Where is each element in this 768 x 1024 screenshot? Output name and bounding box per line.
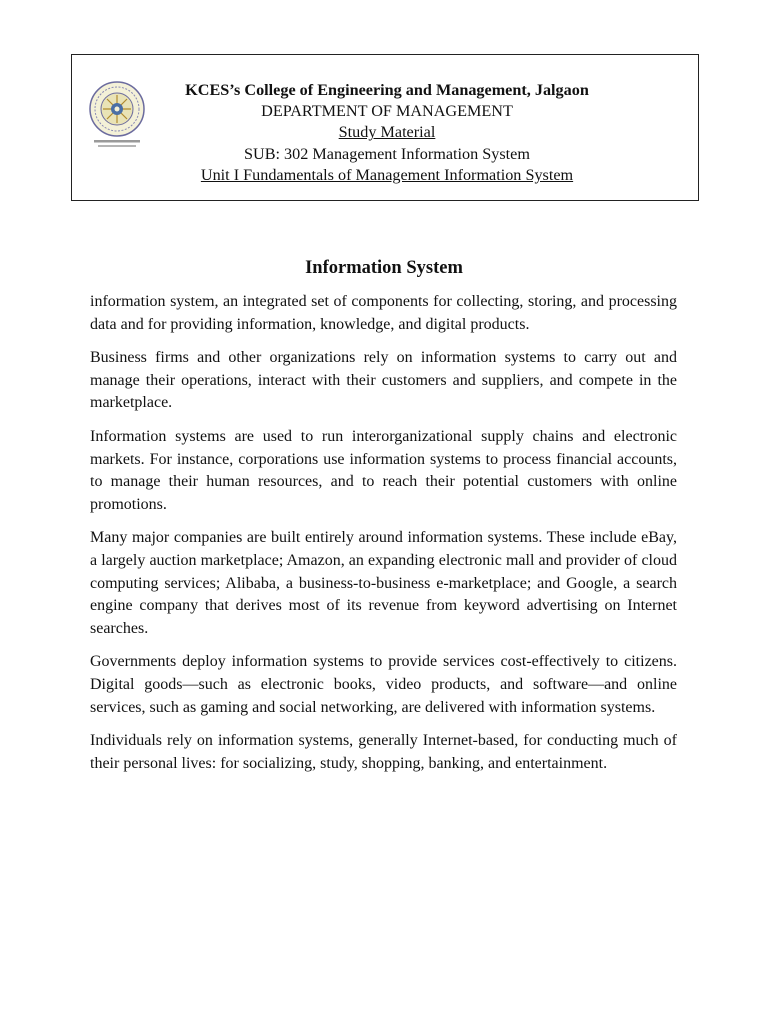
material-label: Study Material [338,123,436,142]
document-header [71,54,699,201]
college-seal-icon [88,80,146,152]
paragraph: Information systems are used to run interorganizational supply chains and electronic markets. For instance, corporations use information systems to process financial accounts, to manage their human resources, and to reach their potential customers with online promotions. [90,427,677,513]
subject-line: SUB: 302 Management Information System [244,144,530,163]
paragraph: information system, an integrated set of components for collecting, storing, and processing data and for providing information, knowledge, and digital products. [90,293,677,333]
paragraph: Business firms and other organizations rely on information systems to carry out and manage their operations, interact with their customers and suppliers, and compete in the marketplace. [90,349,677,412]
body-text [90,291,677,786]
college-name: KCES’s College of Engineering and Management, Jalgaon [185,81,589,99]
paragraph: Governments deploy information systems to provide services cost-effectively to citizens. Digital goods—such as electronic books, video products, and software—and online services, such as gaming and social networking, are delivered with information systems. [90,653,677,716]
page-title: Information System [305,258,463,278]
paragraph: Individuals rely on information systems, generally Internet-based, for conducting much of their personal lives: for socializing, study, shopping, banking, and entertainment. [90,732,677,772]
paragraph: Many major companies are built entirely around information systems. These include eBay, a largely auction marketplace; Amazon, an expanding electronic mall and provider of cloud computing services; Alibaba, a business-to-business e-marketplace; and Google, a search engine company that derives most of its revenue from keyword advertising on Internet searches. [90,529,677,637]
department-name: DEPARTMENT OF MANAGEMENT [261,102,513,121]
unit-line: Unit I Fundamentals of Management Information System [200,165,574,184]
